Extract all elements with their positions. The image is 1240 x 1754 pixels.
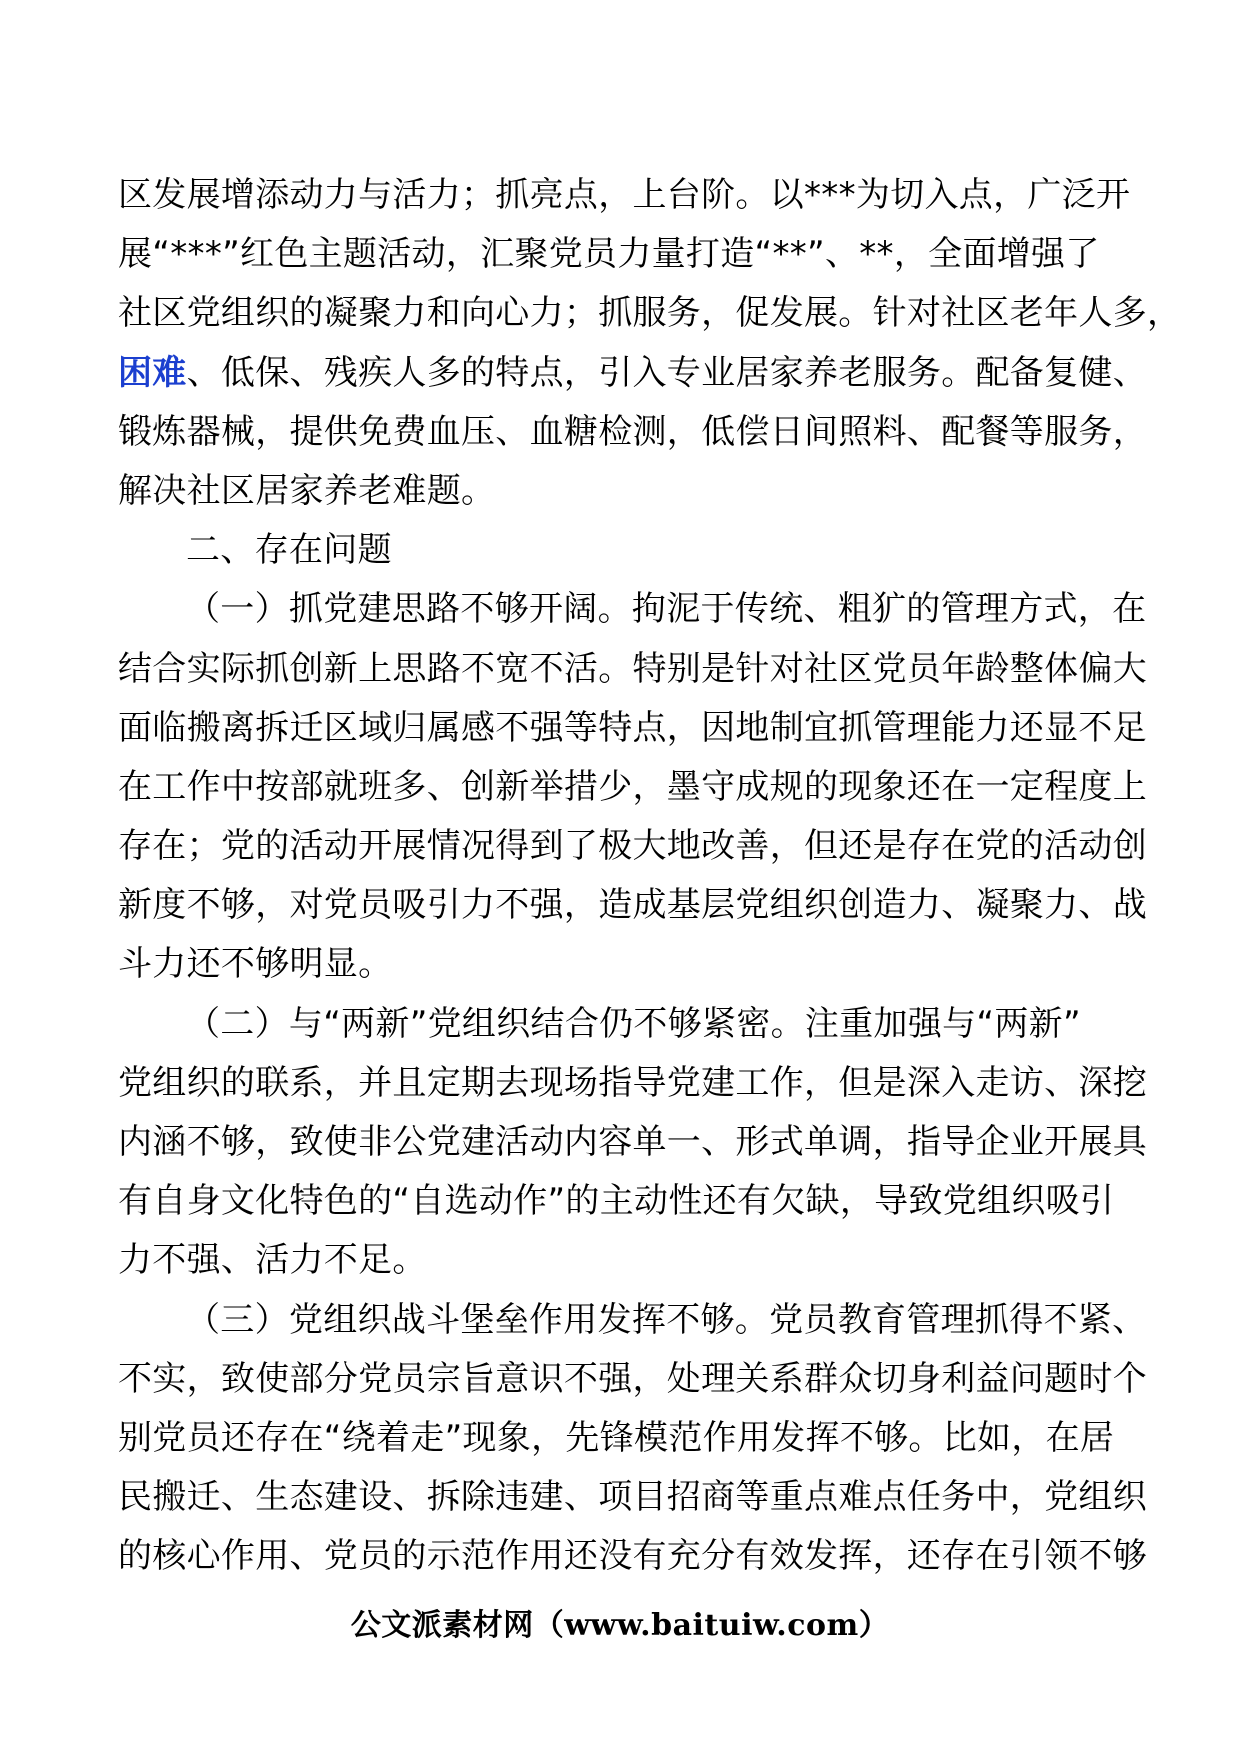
text-line: 展“***”红色主题活动，汇聚党员力量打造“**”、**，全面增强了	[118, 234, 1100, 275]
text-line: 有自身文化特色的“自选动作”的主动性还有欠缺，导致党组织吸引	[118, 1181, 1115, 1222]
text-line: 新度不够，对党员吸引力不强，造成基层党组织创造力、凝聚力、战	[118, 885, 1147, 926]
text-line: 锻炼器械，提供免费血压、血糖检测，低偿日间照料、配餐等服务，	[118, 411, 1147, 452]
paragraph-start: （一）抓党建思路不够开阔。拘泥于传统、粗犷的管理方式，在	[186, 589, 1147, 630]
section-heading: 二、存在问题	[186, 530, 392, 571]
paragraph-start: （三）党组织战斗堡垒作用发挥不够。党员教育管理抓得不紧、	[186, 1299, 1147, 1340]
text-line: 别党员还存在“绕着走”现象，先锋模范作用发挥不够。比如，在居	[118, 1417, 1115, 1458]
page-footer: 公文派素材网（www.baituiw.com）	[350, 1608, 890, 1643]
text-line: 不实，致使部分党员宗旨意识不强，处理关系群众切身利益问题时个	[118, 1358, 1147, 1399]
text-line-with-link	[118, 344, 1148, 403]
text-line: 结合实际抓创新上思路不宽不活。特别是针对社区党员年龄整体偏大	[118, 648, 1147, 689]
text-line-rest: 、低保、残疾人多的特点，引入专业居家养老服务。配备复健、	[186, 352, 1148, 393]
text-line: 的核心作用、党员的示范作用还没有充分有效发挥，还存在引领不够	[118, 1536, 1147, 1577]
text-line: 存在；党的活动开展情况得到了极大地改善，但还是存在党的活动创	[118, 826, 1147, 867]
text-line: 党组织的联系，并且定期去现场指导党建工作，但是深入走访、深挖	[118, 1062, 1147, 1103]
text-line: 社区党组织的凝聚力和向心力；抓服务，促发展。针对社区老年人多，	[118, 293, 1182, 334]
text-line: 区发展增添动力与活力；抓亮点，上台阶。以***为切入点，广泛开	[118, 175, 1131, 215]
paragraph-start: （二）与“两新”党组织结合仍不够紧密。注重加强与“两新”	[186, 1003, 1081, 1044]
document-body	[118, 166, 1182, 1587]
text-line: 面临搬离拆迁区域归属感不强等特点，因地制宜抓管理能力还显不足	[118, 707, 1147, 748]
text-line: 民搬迁、生态建设、拆除违建、项目招商等重点难点任务中，党组织	[118, 1477, 1147, 1518]
text-line: 力不强、活力不足。	[118, 1240, 427, 1281]
text-line: 内涵不够，致使非公党建活动内容单一、形式单调，指导企业开展具	[118, 1122, 1147, 1162]
highlight-link[interactable]: 困难	[118, 352, 187, 393]
text-line: 解决社区居家养老难题。	[118, 470, 496, 511]
text-line: 斗力还不够明显。	[118, 944, 393, 985]
text-line: 在工作中按部就班多、创新举措少，墨守成规的现象还在一定程度上	[118, 766, 1147, 807]
